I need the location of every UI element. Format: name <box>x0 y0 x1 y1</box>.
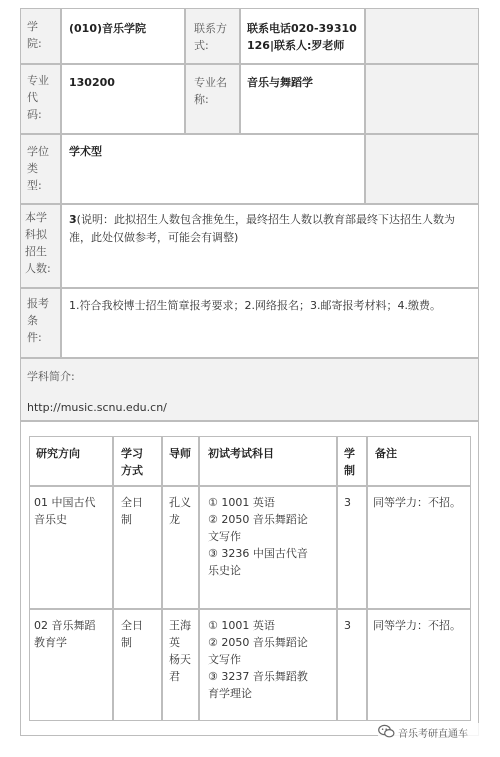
college-value-cell <box>61 8 185 64</box>
apply-value: 1.符合我校博士招生简章报考要求；2.网络报名；3.邮寄报考材料；4.缴费。 <box>69 299 441 312</box>
major-code-label-cell <box>20 64 61 134</box>
major-name-label-cell <box>185 64 240 134</box>
header-advisor: 导师 <box>169 447 191 460</box>
major-code-value: 130200 <box>69 76 115 89</box>
apply-label-cell <box>20 288 61 358</box>
row1-subjects: ① 1001 英语 ② 2050 音乐舞蹈论 文写作 ③ 3236 中国古代音 乐史论 <box>208 496 308 577</box>
row2-years-cell <box>337 609 367 721</box>
row1-years: 3 <box>344 496 351 509</box>
contact-value-cell <box>240 8 365 64</box>
major-name-value-cell <box>240 64 365 134</box>
row2-subjects: ① 1001 英语 ② 2050 音乐舞蹈论 文写作 ③ 3237 音乐舞蹈教 育学理论 <box>208 619 308 700</box>
header-years: 学 制 <box>344 447 355 477</box>
row2-direction: 02 音乐舞蹈 教育学 <box>34 619 96 649</box>
enroll-label-cell <box>20 204 61 288</box>
header-note: 备注 <box>375 447 397 460</box>
row2-advisor: 王海 英 杨天 君 <box>169 619 191 683</box>
intro-cell <box>20 358 479 421</box>
contact-label-cell <box>185 8 240 64</box>
wechat-icon <box>378 724 395 739</box>
row2-mode: 全日 制 <box>121 619 143 649</box>
header-direction: 研究方向 <box>36 447 80 460</box>
empty-cell-1 <box>365 8 479 64</box>
header-years-cell <box>337 436 367 486</box>
major-code-label: 专业 代 码: <box>27 74 49 121</box>
row1-direction-cell <box>29 486 113 609</box>
college-label: 学 院: <box>27 20 42 50</box>
major-name-value: 音乐与舞蹈学 <box>247 76 313 89</box>
row1-subjects-cell <box>199 486 337 609</box>
degree-type-value: 学术型 <box>69 145 102 158</box>
major-code-value-cell <box>61 64 185 134</box>
enroll-number: 3 <box>69 213 77 226</box>
row1-advisor: 孔义 龙 <box>169 496 191 526</box>
college-value: (010)音乐学院 <box>69 22 147 35</box>
major-name-label: 专业名 称: <box>194 76 227 106</box>
enroll-label: 本学 科拟 招生 人数: <box>25 211 51 275</box>
row1-note: 同等学力：不招。 <box>373 496 461 509</box>
row2-direction-cell <box>29 609 113 721</box>
url-link[interactable]: http://music.scnu.edu.cn/ <box>27 401 167 414</box>
row2-mode-cell <box>113 609 162 721</box>
degree-type-value-cell <box>61 134 365 204</box>
header-subjects-cell <box>199 436 337 486</box>
row1-advisor-cell <box>162 486 199 609</box>
row1-note-cell <box>367 486 471 609</box>
college-label-cell <box>20 8 61 64</box>
row1-direction: 01 中国古代 音乐史 <box>34 496 96 526</box>
header-mode-cell <box>113 436 162 486</box>
header-note-cell <box>367 436 471 486</box>
header-subjects: 初试考试科目 <box>208 447 274 460</box>
enroll-value-cell <box>61 204 479 288</box>
row1-mode-cell <box>113 486 162 609</box>
enroll-text <box>69 211 474 247</box>
row2-note: 同等学力：不招。 <box>373 619 461 632</box>
row2-years: 3 <box>344 619 351 632</box>
watermark-text: 音乐考研直通车 <box>398 729 468 740</box>
apply-label: 报考 条 件: <box>27 297 49 344</box>
header-direction-cell <box>29 436 113 486</box>
apply-value-cell <box>61 288 479 358</box>
row2-subjects-cell <box>199 609 337 721</box>
empty-cell-2 <box>365 64 479 134</box>
intro-label: 学科简介: <box>27 370 75 383</box>
row1-years-cell <box>337 486 367 609</box>
contact-label: 联系方 式: <box>194 22 227 52</box>
header-mode: 学习 方式 <box>121 447 143 477</box>
row2-note-cell <box>367 609 471 721</box>
watermark <box>378 723 496 741</box>
header-advisor-cell <box>162 436 199 486</box>
row2-advisor-cell <box>162 609 199 721</box>
empty-cell-3 <box>365 134 479 204</box>
contact-value: 联系电话020-39310 126|联系人:罗老师 <box>247 22 357 52</box>
degree-type-label-cell <box>20 134 61 204</box>
row1-mode: 全日 制 <box>121 496 143 526</box>
degree-type-label: 学位 类 型: <box>27 145 49 192</box>
enroll-note: (说明：此拟招生人数包含推免生，最终招生人数以教育部最终下达招生人数为准，此处仅做参考，可能会有调整) <box>69 213 455 244</box>
